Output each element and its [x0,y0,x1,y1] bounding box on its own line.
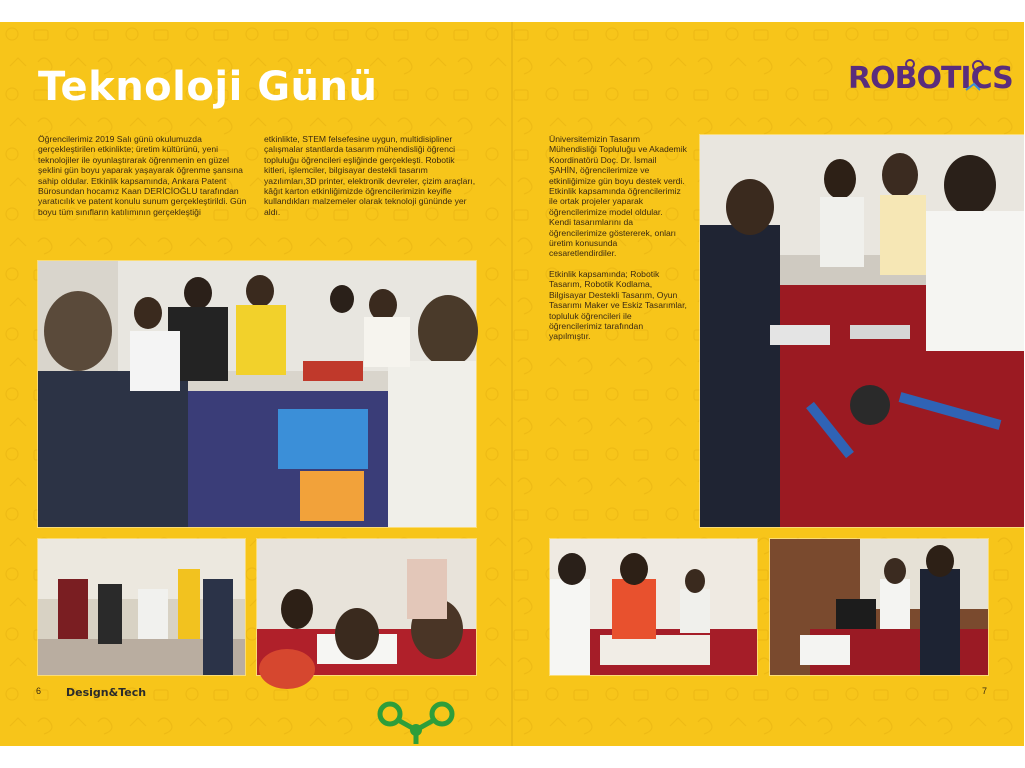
column-1-paragraph: Öğrencilerimiz 2019 Salı günü okulumuzda gerçekleştirilen etkinlikte; üretim kültürünü, yeni teknolojiler ile oyunlaştırarak öğrenmenin en güzel şeklini gün boyu yaparak yaşayarak öğrenme şansına sahip oldular. Etkinlik kapsamında, Ankara Patent Bürosundan hocamız Kaan DERİCİOĞLU tarafından yaratıcılık ve patent konulu sunum gerçekleştirildi. Gün boyu tüm sınıfların katılımının gerçekleştiği [38,134,247,217]
text-column-2 [264,134,476,227]
page-gutter [511,22,513,746]
text-column-1 [38,134,252,227]
photo-robotics-table [37,260,477,528]
column-3-paragraph-2: Etkinlik kapsamında; Robotik Tasarım, Robotik Kodlama, Bilgisayar Destekli Tasarım, Oyun Tasarımı Maker ve Eskiz Tasarımlar, topluluk öğrencileri ile öğrencilerimiz tarafından yapılmıştır. [549,268,687,342]
photo-drone-workshop [699,134,1025,528]
photo-girls-drawing [256,538,477,676]
text-column-3 [549,134,687,352]
left-page-number: 6 [36,686,42,696]
robotics-logo [846,56,1013,98]
photo-computer-station [769,538,989,676]
column-2-paragraph: etkinlikte, STEM felsefesine uygun, multidisipliner çalışmalar stantlarda tasarım mühendisliği öğrenci topluluğu öğrencileri eşliğinde gerçekleşti. Robotik kitleri, işlemciler, bilgisayar destekli tasarım yazılımları,3D printer, elektronik devreler, çizim araçları, kâğıt karton etkinliğimizde öğrencilerimizin keyifle kullandıkları malzemeler olarak teknoloji gününde yer aldı. [264,134,476,217]
right-page-number: 7 [982,686,988,696]
drone-icon [368,698,464,746]
photo-teacher-table [549,538,758,676]
page-title: Teknoloji Günü [38,64,378,110]
photo-hallway-crowd [37,538,246,676]
magazine-spread [0,22,1024,746]
column-3-paragraph-1: Üniversitemizin Tasarım Mühendisliği Topluluğu ve Akademik Koordinatörü Doç. Dr. İsmail ŞAHİN, öğrencilerimize ve etkinliğimize gün boyu destek verdi. Etkinlik kapsamında öğrencilerimiz ile ortak projeler yaparak öğrencilerimize model oldular. Kendi tasarımlarını da öğrencilerimize göstererek, onları üretim konusunda cesaretlendirdiler. [549,134,687,259]
brand-footer: Design&Tech [66,686,147,699]
logo-text: ROBOTICS [848,61,1013,96]
